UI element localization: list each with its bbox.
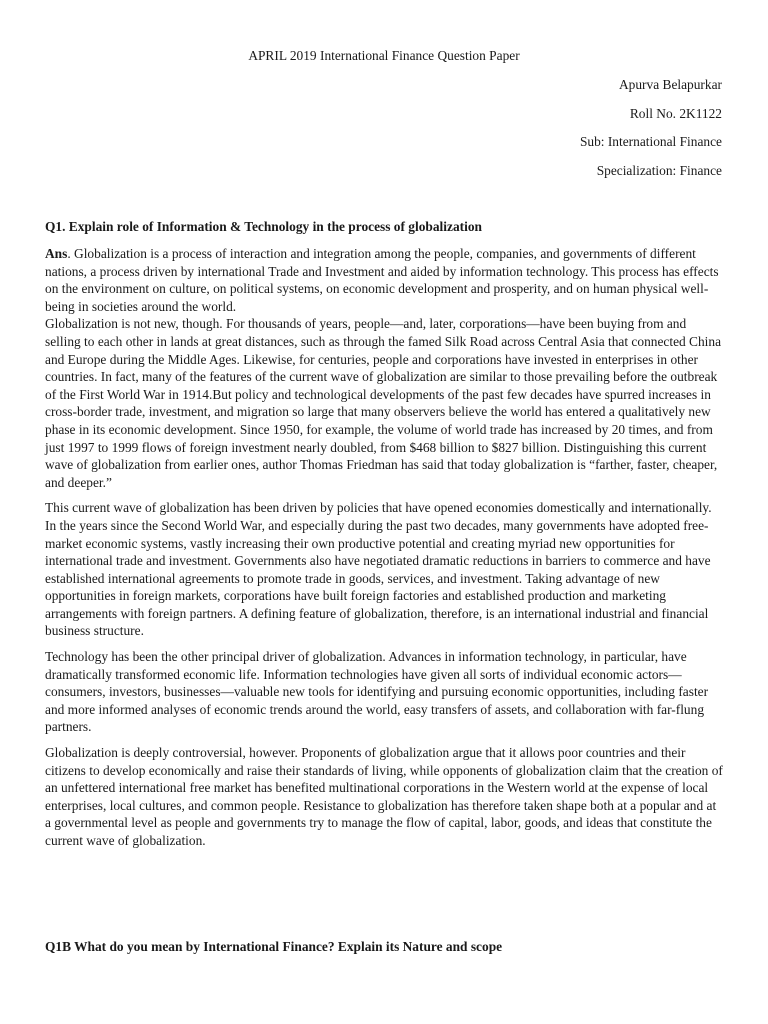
specialization-line: Specialization: Finance [596, 163, 722, 178]
answer-paragraph-4: Technology has been the other principal driver of globalization. Advances in information technology, in particular, have dramatically transformed economic life. Information technologies have given all sorts of individual economic actors—consumers, investors, businesses—valuable new tools for identifying and pursuing economic opportunities, including faster and more informed analyses of economic trends around the world, easy transfers of assets, and collaboration with far-flung partners. [45, 649, 709, 735]
author-name: Apurva Belapurkar [619, 77, 722, 92]
question-1b-heading: Q1B What do you mean by International Finance? Explain its Nature and scope [45, 939, 503, 954]
document-title: APRIL 2019 International Finance Question Paper [248, 48, 520, 63]
answer-paragraph-2: Globalization is not new, though. For thousands of years, people—and, later, corporations—have been buying from and selling to each other in lands at great distances, such as through the famed Silk Road across Central Asia that connected China and Europe during the Middle Ages. Likewise, for centuries, people and corporations have invested in enterprises in other countries. In fact, many of the features of the current wave of globalization are similar to those prevailing before the outbreak of the First World War in 1914.But policy and technological developments of the past few decades have spurred increases in cross-border trade, investment, and migration so large that many observers believe the world has entered a qualitatively new phase in its economic development. Since 1950, for example, the volume of world trade has increased by 20 times, and from just 1997 to 1999 flows of foreign investment nearly doubled, from $468 billion to $827 billion. Distinguishing this current wave of globalization from earlier ones, author Thomas Friedman has said that today globalization is “farther, faster, cheaper, and deeper.” [45, 316, 722, 490]
answer-paragraph-1 [45, 245, 723, 315]
answer-paragraph-3: This current wave of globalization has been driven by policies that have opened economies domestically and internationally. In the years since the Second World War, and especially during the past two decades, many governments have adopted free-market economic systems, vastly increasing their own productive potential and creating myriad new opportunities for international trade and investment. Governments also have negotiated dramatic reductions in barriers to commerce and have established international agreements to promote trade in goods, services, and investment. Taking advantage of new opportunities in foreign markets, corporations have built foreign factories and established production and marketing arrangements with foreign partners. A defining feature of globalization, therefore, is an international industrial and financial business structure. [45, 500, 712, 639]
answer-paragraph-1-text: . Globalization is a process of interaction and integration among the people, companies, and governments of different nations, a process driven by international Trade and Investment and aided by information technology. This process has effects on the environment on culture, on political systems, on economic development and prosperity, and on human physical well-being in societies around the world. [45, 246, 719, 314]
answer-body [45, 245, 723, 858]
question-1-heading: Q1. Explain role of Information & Technology in the process of globalization [45, 219, 482, 234]
ans-label: Ans [45, 246, 68, 261]
roll-number: Roll No. 2K1122 [629, 106, 722, 121]
answer-paragraph-5: Globalization is deeply controversial, however. Proponents of globalization argue that it allows poor countries and their citizens to develop economically and raise their standards of living, while opponents of globalization claim that the creation of an unfettered international free market has benefited multinational corporations in the Western world at the expense of local enterprises, local cultures, and common people. Resistance to globalization has therefore taken shape both at a popular and at a governmental level as people and governments try to manage the flow of capital, labor, goods, and ideas that constitute the current wave of globalization. [45, 745, 723, 848]
subject-line: Sub: International Finance [579, 134, 722, 149]
